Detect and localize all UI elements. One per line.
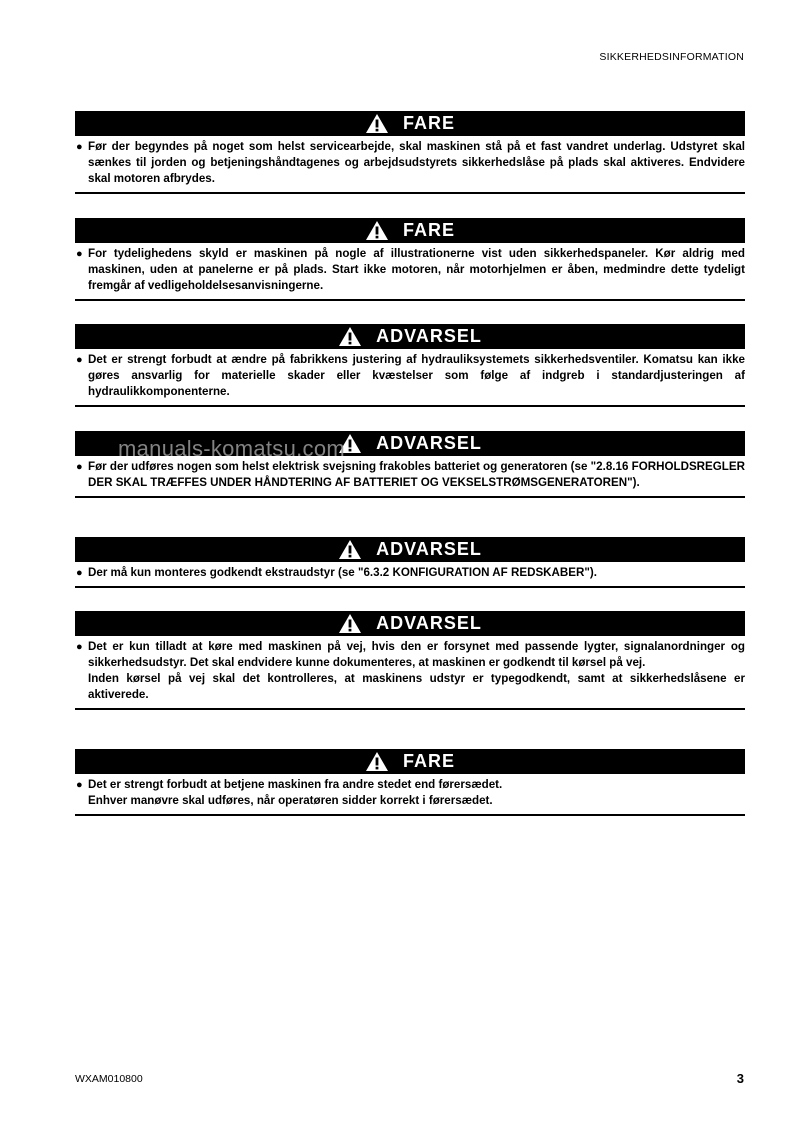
notice-advarsel-3 [75,537,745,588]
notice-text: Der må kun monteres godkendt ekstraudstyr (se "6.3.2 KONFIGURATION AF REDSKABER"). [88,566,597,579]
running-header-title: SIKKERHEDSINFORMATION [599,51,744,63]
notice-header-bar [75,749,745,774]
notice-body [75,243,745,299]
warning-triangle-icon [338,539,362,560]
notice-level-label: FARE [402,220,455,240]
divider-rule [75,192,745,194]
notice-body [75,136,745,192]
bullet-dot-icon: ● [76,141,83,153]
divider-rule [75,586,745,588]
bullet-item [75,246,745,294]
bullet-item [75,777,745,809]
notice-header-bar [75,537,745,562]
notice-text: For tydelighedens skyld er maskinen på nogle af illustrationerne vist uden sikkerhedspaneler. Kør aldrig med maskinen, uden at panelerne er på plads. Start ikke motoren, når motorhjelmen er åben, medmindre dette tydeligt fremgår af vedligeholdelsesanvisningerne. [88,247,745,292]
notice-text: Enhver manøvre skal udføres, når operatøren sidder korrekt i førersædet. [88,794,493,807]
bullet-dot-icon: ● [76,567,83,579]
bullet-dot-icon: ● [76,248,83,260]
notice-level-label: ADVARSEL [376,539,482,559]
notice-fare-2 [75,218,745,301]
bullet-item [75,139,745,187]
notice-text: Inden kørsel på vej skal det kontrolleres, at maskinens udstyr er typegodkendt, samt at sikkerhedslåsene er aktiverede. [88,672,745,701]
page-number: 3 [736,1071,744,1086]
bullet-item [75,565,745,581]
bullet-item [75,639,745,703]
notice-advarsel-4 [75,611,745,710]
notice-header-bar [75,111,745,136]
warning-triangle-icon [365,751,389,772]
notice-level-label: FARE [402,751,455,771]
bullet-dot-icon: ● [76,354,83,366]
warning-triangle-icon [365,220,389,241]
divider-rule [75,299,745,301]
document-code: WXAM010800 [75,1073,143,1085]
warning-triangle-icon [338,433,362,454]
bullet-item [75,459,745,491]
notice-body [75,636,745,708]
notice-body [75,349,745,405]
bullet-dot-icon: ● [76,461,83,473]
bullet-item [75,352,745,400]
divider-rule [75,496,745,498]
notice-body [75,774,745,814]
notice-header-bar [75,611,745,636]
warning-triangle-icon [338,613,362,634]
notice-header-bar [75,431,745,456]
notice-text: Før der udføres nogen som helst elektrisk svejsning frakobles batteriet og generatoren (se "2.8.16 FORHOLDSREGLER DER SKAL TRÆFFES UNDER HÅNDTERING AF BATTERIET OG VEKSELSTRØMSGENERATOREN"). [88,460,745,489]
divider-rule [75,814,745,816]
notice-body [75,456,745,496]
warning-triangle-icon [338,326,362,347]
notice-header-bar [75,218,745,243]
divider-rule [75,405,745,407]
notice-fare-3 [75,749,745,816]
watermark-text: manuals-komatsu.com [118,436,345,461]
divider-rule [75,708,745,710]
notice-text: Før der begyndes på noget som helst servicearbejde, skal maskinen stå på et fast vandret underlag. Udstyret skal sænkes til jorden og betjeningshåndtagenes og arbejdsudstyrets sikkerhedslåse på plads skal aktiveres. Endvidere skal motoren afbrydes. [88,140,745,185]
bullet-dot-icon: ● [76,779,83,791]
notice-advarsel-2 [75,431,745,498]
notice-text: Det er strengt forbudt at betjene maskinen fra andre stedet end førersædet. [88,778,503,791]
notice-header-bar [75,324,745,349]
notice-level-label: ADVARSEL [376,613,482,633]
warning-triangle-icon [365,113,389,134]
notice-level-label: FARE [402,113,455,133]
notice-text: Det er kun tilladt at køre med maskinen på vej, hvis den er forsynet med passende lygter, signalanordninger og sikkerhedsudstyr. Det skal endvidere kunne dokumenteres, at maskinen er godkendt til kørsel på vej. [88,640,745,669]
bullet-dot-icon: ● [76,641,83,653]
notice-level-label: ADVARSEL [376,326,482,346]
notice-fare-1 [75,111,745,194]
notice-advarsel-1 [75,324,745,407]
notice-text: Det er strengt forbudt at ændre på fabrikkens justering af hydrauliksystemets sikkerhedsventiler. Komatsu kan ikke gøres ansvarlig for materielle skader eller kvæstelser som følge af indgreb i standardjusteringen af hydraulikkomponenterne. [88,353,745,398]
notice-level-label: ADVARSEL [376,433,482,453]
notice-body [75,562,745,586]
